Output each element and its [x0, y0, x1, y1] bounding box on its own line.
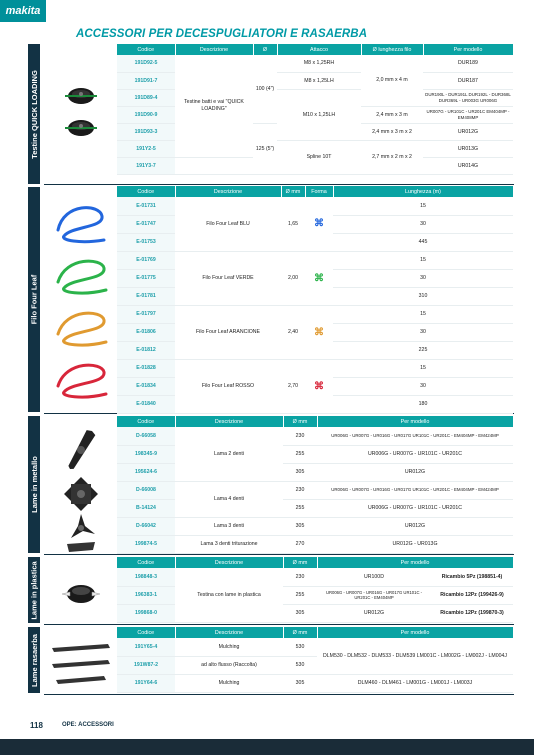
product-code: 191Y65-4 [117, 638, 175, 656]
product-code: 191W87-2 [117, 656, 175, 674]
table-header [117, 44, 513, 55]
col-header: Per modello [423, 44, 513, 55]
diameter: 100 (4") [253, 55, 277, 123]
description: ad alto flusso (Raccolta) [175, 656, 283, 674]
attacco: M8 x 1,25LH [277, 72, 361, 89]
product-code: 198848-3 [117, 568, 175, 586]
table-header [117, 557, 513, 568]
four-leaf-shape-icon: ⌘ [305, 197, 333, 251]
col-header: Codice [117, 44, 175, 55]
table-row [117, 359, 513, 377]
col-header: Codice [117, 557, 175, 568]
model: UR006G - UR007G - UR016G - UR017G UR101C - UR201C - EM404MP - EM424MP [317, 427, 513, 445]
diameter: 1,65 [281, 197, 305, 251]
description: Lama 4 denti [175, 481, 283, 517]
four-leaf-shape-icon: ⌘ [305, 305, 333, 359]
diameter: 2,40 [281, 305, 305, 359]
model: UR012G [317, 517, 513, 535]
table-row [117, 197, 513, 215]
section-tab-four-leaf: Filo Four Leaf [28, 187, 40, 412]
length: 15 [333, 197, 513, 215]
model: UR014G [423, 157, 513, 174]
model: UR006G - UR007G - UR016G - UR017G UR101C - UR201C - EM404MP [317, 586, 431, 604]
model: DLM460 - DLM461 - LM001G - LM001J - LM003J [317, 674, 513, 692]
trimmer-head-image [65, 88, 97, 104]
product-code: 191D89-4 [117, 89, 175, 106]
diameter: 255 [283, 445, 317, 463]
product-code: 191Y3-7 [117, 157, 175, 174]
mower-blade-image [52, 660, 110, 668]
section-divider [44, 554, 514, 555]
diameter: 530 [283, 638, 317, 656]
product-code: E-01797 [117, 305, 175, 323]
mower-blade-image [52, 644, 110, 652]
diameter: 2,00 [281, 251, 305, 305]
length: 225 [333, 341, 513, 359]
trimmer-line-images [50, 200, 112, 410]
four-leaf-shape-icon: ⌘ [305, 359, 333, 413]
product-code: B-14124 [117, 499, 175, 517]
mulching-blade-image [67, 542, 95, 552]
two-tooth-blade-image [66, 428, 97, 471]
section-divider [44, 694, 514, 695]
length: 445 [333, 233, 513, 251]
model: UR012G [317, 463, 513, 481]
description: Lama 2 denti [175, 427, 283, 481]
model: UR007G - UR101C - UR201C EM404MP - EM408MP [423, 106, 513, 123]
table-row [117, 251, 513, 269]
col-header: Lunghezza (m) [333, 186, 513, 197]
diameter: 305 [283, 674, 317, 692]
description: Filo Four Leaf ROSSO [175, 359, 281, 413]
table-row [117, 305, 513, 323]
model: UR012G [317, 604, 431, 622]
length: 30 [333, 269, 513, 287]
attacco: M8 x 1,25RH [277, 55, 361, 72]
diameter: 305 [283, 604, 317, 622]
model: DUR190L - DUR191L DUR192L - DUR368L DUR369L - UR003G UR006G [423, 89, 513, 106]
section-tab-metal-blades: Lame in metallo [28, 416, 40, 553]
metal-blade-images [56, 428, 106, 554]
table-row [117, 535, 513, 553]
product-code: E-01806 [117, 323, 175, 341]
product-code: 196383-1 [117, 586, 175, 604]
page-number: 118 [30, 721, 43, 730]
mower-blade-images [50, 640, 112, 688]
table-row [117, 674, 513, 692]
four-tooth-blade-image [64, 477, 98, 511]
col-header: Ø mm [283, 416, 317, 427]
col-header: Descrizione [175, 627, 283, 638]
model: UR012G - UR013G [317, 535, 513, 553]
product-code: 198345-9 [117, 445, 175, 463]
product-code: E-01812 [117, 341, 175, 359]
plastic-blades-table [117, 557, 514, 623]
product-code: E-01834 [117, 377, 175, 395]
model: DUR189 [423, 55, 513, 72]
description: Testine batti e vai "QUICK LOADING" [175, 55, 253, 157]
table-header [117, 627, 513, 638]
model: UR100D [317, 568, 431, 586]
col-header: Ø mm [283, 627, 317, 638]
description: Filo Four Leaf ARANCIONE [175, 305, 281, 359]
diameter: 530 [283, 656, 317, 674]
product-code: 191D92-5 [117, 55, 175, 72]
filo-length: 2,0 mm x 4 m [361, 55, 423, 106]
green-line-image [58, 261, 106, 293]
quick-loading-head-images [55, 78, 107, 146]
product-code: E-01753 [117, 233, 175, 251]
three-tooth-blade-image [71, 514, 95, 538]
length: 30 [333, 215, 513, 233]
col-header: Per modello [317, 557, 513, 568]
col-header: Codice [117, 186, 175, 197]
section-tab-mower-blades: Lame rasaerba [28, 627, 40, 693]
table-row [117, 55, 513, 72]
description: Mulching [175, 674, 283, 692]
diameter: 270 [283, 535, 317, 553]
spare-part: Ricambio 5Pz (198851-4) [431, 568, 513, 586]
product-code: D-66008 [117, 481, 175, 499]
filo-length: 2,4 mm x 3 m x 2 [361, 123, 423, 140]
product-code: E-01769 [117, 251, 175, 269]
table-row [117, 427, 513, 445]
orange-line-image [58, 313, 106, 345]
page-title: ACCESSORI PER DECESPUGLIATORI E RASAERBA [76, 28, 368, 40]
section-divider [44, 624, 514, 625]
model: UR006G - UR007G - UR016G - UR017G UR101C - UR201C - EM404MP - EM424MP [317, 481, 513, 499]
product-code: E-01731 [117, 197, 175, 215]
description: Testina con lame in plastica [175, 568, 283, 622]
col-header: Ø [253, 44, 277, 55]
footer-bar [0, 739, 534, 755]
col-header: Descrizione [175, 44, 253, 55]
diameter: 255 [283, 586, 317, 604]
makita-logo: makita [0, 0, 46, 22]
col-header: Ø lunghezza filo [361, 44, 423, 55]
diameter: 230 [283, 568, 317, 586]
table-header [117, 186, 513, 197]
length: 15 [333, 305, 513, 323]
description: Lama 3 denti triturazione [175, 535, 283, 553]
diameter: 230 [283, 427, 317, 445]
product-code: 191D91-7 [117, 72, 175, 89]
product-code: E-01781 [117, 287, 175, 305]
length: 30 [333, 377, 513, 395]
product-code: 199868-0 [117, 604, 175, 622]
col-header: Per modello [317, 416, 513, 427]
description: Mulching [175, 638, 283, 656]
plastic-blade-head-image [58, 574, 104, 614]
length: 15 [333, 251, 513, 269]
product-code: 191D93-3 [117, 123, 175, 140]
filo-length: 2,7 mm x 2 m x 2 [361, 140, 423, 174]
product-code: 195624-6 [117, 463, 175, 481]
attacco: Spline 10T [277, 140, 361, 174]
model: UR012G [423, 123, 513, 140]
diameter: 230 [283, 481, 317, 499]
product-code: 191D90-9 [117, 106, 175, 123]
product-code: E-01747 [117, 215, 175, 233]
length: 310 [333, 287, 513, 305]
table-row [117, 481, 513, 499]
product-code: E-01840 [117, 395, 175, 413]
model: UR013G [423, 140, 513, 157]
table-row [117, 517, 513, 535]
blue-line-image [58, 208, 104, 242]
diameter: 255 [283, 499, 317, 517]
col-header: Attacco [277, 44, 361, 55]
col-header: Descrizione [175, 416, 283, 427]
model: UR006G - UR007G - UR101C - UR201C [317, 499, 513, 517]
table-row [117, 638, 513, 656]
diameter: 305 [283, 463, 317, 481]
model: DLM530 - DLM532 - DLM533 - DLM539 LM001C - LM002G - LM002J - LM004J [317, 638, 513, 674]
col-header: Codice [117, 416, 175, 427]
metal-blades-table [117, 416, 514, 554]
model: UR006G - UR007G - UR101C - UR201C [317, 445, 513, 463]
diameter: 2,70 [281, 359, 305, 413]
col-header: Per modello [317, 627, 513, 638]
four-leaf-table [117, 186, 514, 414]
col-header: Forma [305, 186, 333, 197]
col-header: Descrizione [175, 186, 281, 197]
length: 30 [333, 323, 513, 341]
mower-blade-image [56, 676, 106, 684]
length: 15 [333, 359, 513, 377]
trimmer-head-image [65, 120, 97, 136]
col-header: Codice [117, 627, 175, 638]
product-code: E-01828 [117, 359, 175, 377]
product-code: D-66058 [117, 427, 175, 445]
description: Filo Four Leaf VERDE [175, 251, 281, 305]
section-tab-quick-loading: Testine QUICK LOADING [28, 44, 40, 184]
table-header [117, 416, 513, 427]
col-header: Ø mm [281, 186, 305, 197]
quick-loading-table [117, 44, 514, 175]
spare-part: Ricambio 12Pz (199426-9) [431, 586, 513, 604]
description: Filo Four Leaf BLU [175, 197, 281, 251]
red-line-image [58, 365, 106, 397]
product-code: E-01775 [117, 269, 175, 287]
footer-label: OPE: ACCESSORI [62, 722, 114, 728]
model: DUR187 [423, 72, 513, 89]
section-tab-plastic-blades: Lame in plastica [28, 557, 40, 623]
length: 180 [333, 395, 513, 413]
description [175, 157, 253, 174]
filo-length: 2,4 mm x 3 m [361, 106, 423, 123]
product-code: 199874-5 [117, 535, 175, 553]
description: Lama 3 denti [175, 517, 283, 535]
col-header: Descrizione [175, 557, 283, 568]
attacco: M10 x 1,25LH [277, 89, 361, 140]
product-code: D-66042 [117, 517, 175, 535]
product-code: 191Y64-6 [117, 674, 175, 692]
product-code: 191Y2-5 [117, 140, 175, 157]
spare-part: Ricambio 12Pz (199870-3) [431, 604, 513, 622]
col-header: Ø mm [283, 557, 317, 568]
diameter: 125 (5") [253, 123, 277, 174]
table-row [117, 568, 513, 586]
diameter: 305 [283, 517, 317, 535]
mower-blades-table [117, 627, 514, 693]
section-divider [44, 184, 514, 185]
four-leaf-shape-icon: ⌘ [305, 251, 333, 305]
